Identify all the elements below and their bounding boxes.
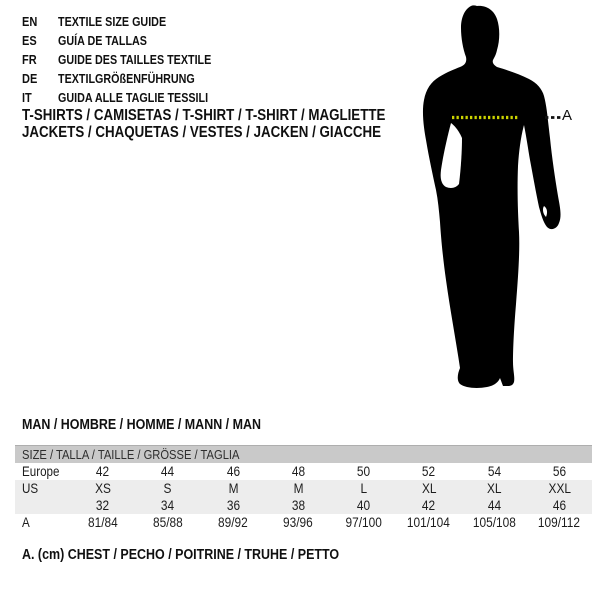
language-label: TEXTILE SIZE GUIDE bbox=[58, 15, 167, 29]
table-cell: 109/112 bbox=[538, 515, 581, 530]
language-code: DE bbox=[22, 72, 38, 86]
man-silhouette-body bbox=[423, 5, 561, 388]
table-cell: XS bbox=[94, 481, 111, 496]
table-cell: 89/92 bbox=[218, 515, 248, 530]
table-row-us-numeric bbox=[15, 497, 592, 514]
table-cell: 42 bbox=[96, 464, 110, 479]
row-label-cell: A bbox=[22, 515, 30, 530]
table-cell: 42 bbox=[422, 498, 436, 513]
language-label: GUIDE DES TAILLES TEXTILE bbox=[58, 53, 212, 67]
table-cell: XL bbox=[421, 481, 437, 496]
table-cell: 44 bbox=[487, 498, 501, 513]
language-label: TEXTILGRÖßENFÜHRUNG bbox=[58, 72, 195, 86]
row-label-cell: US bbox=[22, 481, 39, 496]
table-cell: 101/104 bbox=[407, 515, 451, 530]
measure-label-a: A bbox=[562, 107, 573, 124]
table-cell: 54 bbox=[487, 464, 501, 479]
table-row-europe bbox=[15, 463, 592, 480]
table-cell: 40 bbox=[357, 498, 371, 513]
language-code: EN bbox=[22, 15, 38, 29]
table-cell: XXL bbox=[548, 481, 571, 496]
table-cell: 46 bbox=[226, 464, 240, 479]
size-table bbox=[15, 445, 592, 531]
table-cell: 46 bbox=[552, 498, 566, 513]
table-cell: 52 bbox=[422, 464, 436, 479]
language-label: GUIDA ALLE TAGLIE TESSILI bbox=[58, 91, 209, 105]
table-cell: 34 bbox=[161, 498, 175, 513]
table-cell: 81/84 bbox=[87, 515, 118, 530]
size-table-header bbox=[15, 445, 592, 463]
table-row-chest-cm bbox=[15, 514, 592, 531]
language-code: IT bbox=[22, 91, 32, 105]
table-cell: 50 bbox=[357, 464, 371, 479]
language-label: GUÍA DE TALLAS bbox=[58, 34, 147, 48]
table-cell: XL bbox=[486, 481, 502, 496]
row-label-cell bbox=[15, 498, 70, 513]
category-line-tshirts: T-SHIRTS / CAMISETAS / T-SHIRT / T-SHIRT / MAGLIETTE bbox=[22, 107, 386, 124]
size-table-header-label: SIZE / TALLA / TAILLE / GRÖSSE / TAGLIA bbox=[22, 447, 240, 462]
table-cell: 56 bbox=[552, 464, 566, 479]
table-cell: 48 bbox=[291, 464, 305, 479]
table-cell: 97/100 bbox=[345, 515, 382, 530]
table-cell: 85/88 bbox=[152, 515, 183, 530]
table-cell: M bbox=[293, 481, 304, 496]
table-cell: 36 bbox=[226, 498, 240, 513]
table-cell: 38 bbox=[291, 498, 305, 513]
table-cell: 44 bbox=[161, 464, 175, 479]
table-cell: 93/96 bbox=[283, 515, 314, 530]
table-row-us bbox=[15, 480, 592, 497]
category-line-jackets: JACKETS / CHAQUETAS / VESTES / JACKEN / GIACCHE bbox=[22, 124, 381, 141]
table-cell: L bbox=[360, 481, 367, 496]
language-code: ES bbox=[22, 34, 37, 48]
language-code: FR bbox=[22, 53, 37, 67]
table-cell: S bbox=[163, 481, 172, 496]
table-cell: 105/108 bbox=[472, 515, 516, 530]
row-label-cell: Europe bbox=[22, 464, 60, 479]
measurement-legend: A. (cm) CHEST / PECHO / POITRINE / TRUHE / PETTO bbox=[22, 547, 340, 563]
table-cell: 32 bbox=[96, 498, 110, 513]
table-cell: M bbox=[228, 481, 239, 496]
section-title: MAN / HOMBRE / HOMME / MANN / MAN bbox=[22, 417, 261, 433]
